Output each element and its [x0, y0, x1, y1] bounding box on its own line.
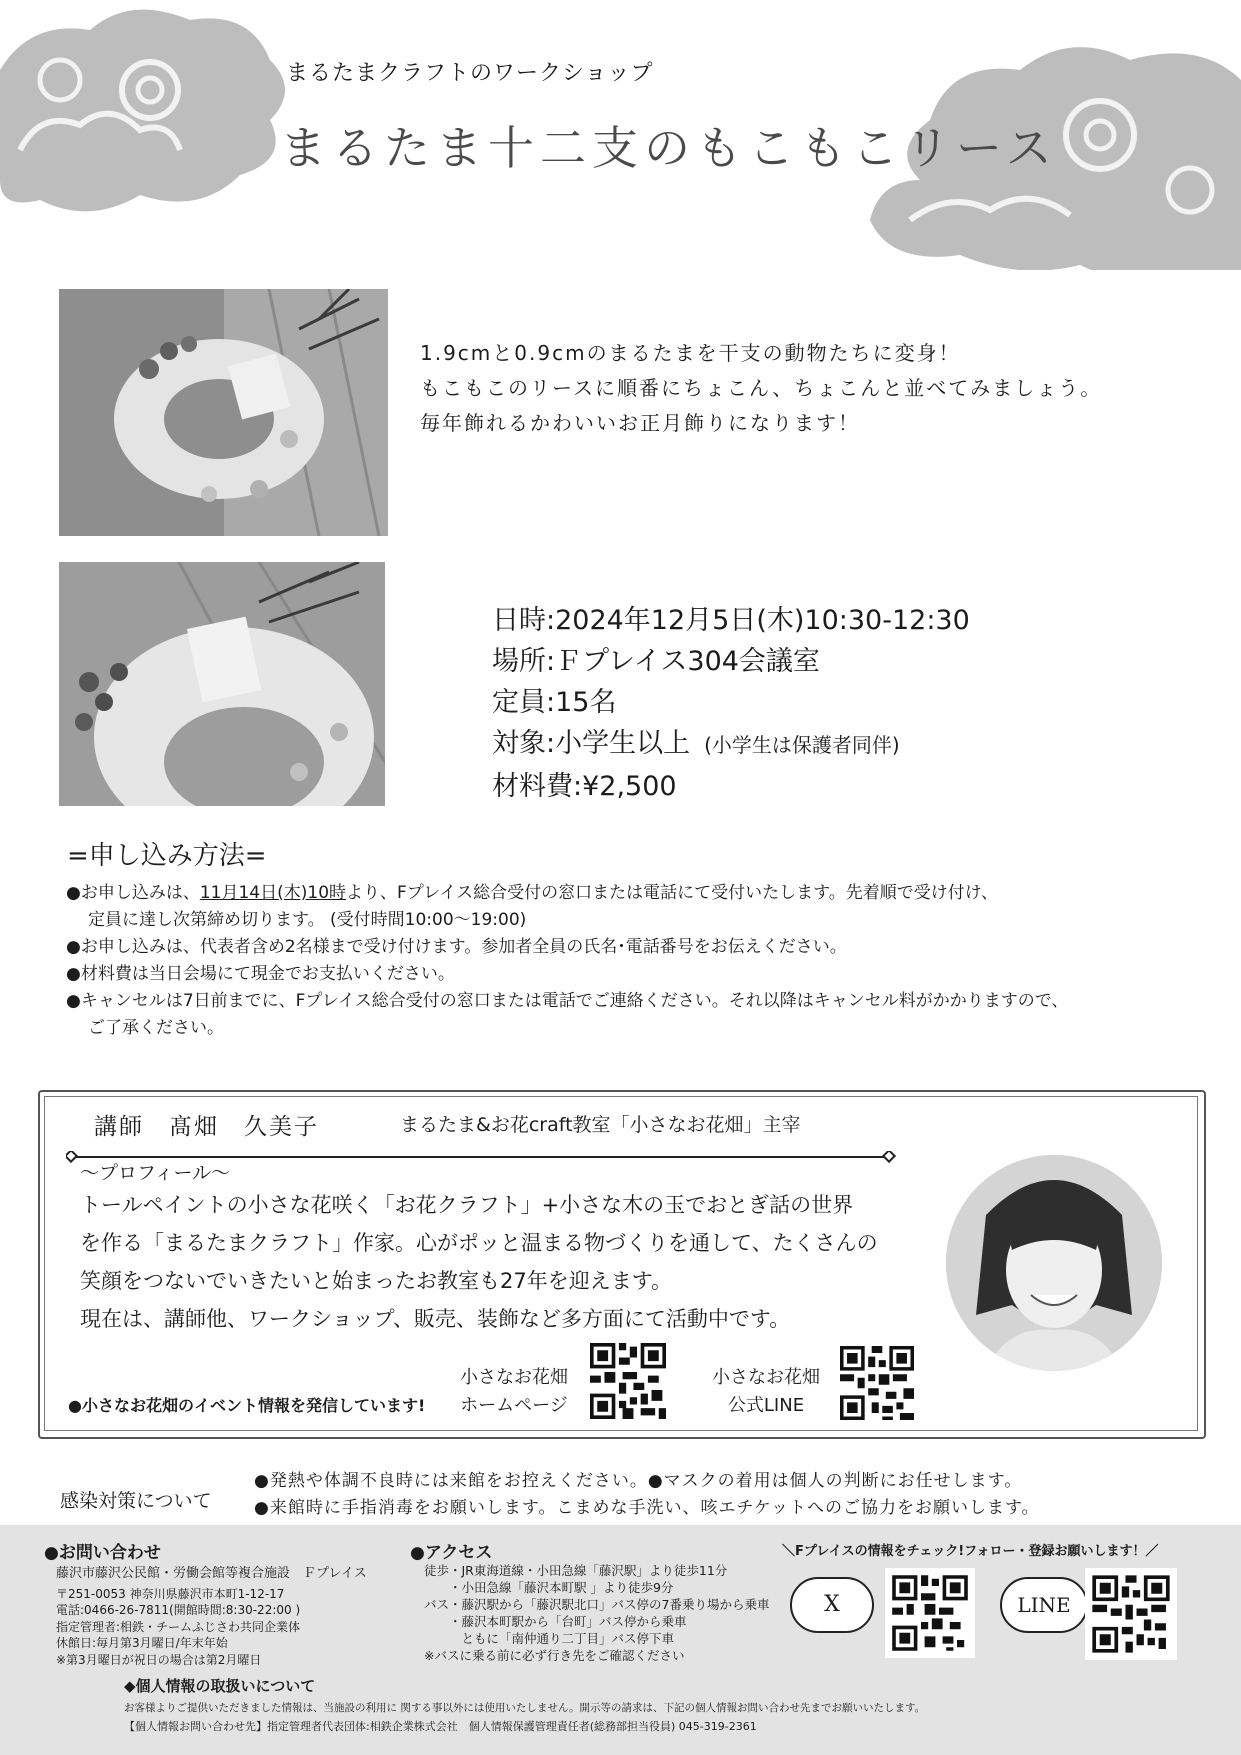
sns-heading: ＼Fプレイスの情報をチェック!フォロー・登録お願いします！／ — [782, 1544, 1159, 1559]
line-account-qr-code[interactable] — [1085, 1568, 1177, 1660]
qr-label-line: ホームページ — [460, 1395, 568, 1416]
access-line: ともに「南仲通り二丁目」バス停下車 — [424, 1631, 675, 1646]
page-title: まるたま十二支のもこもこリース — [280, 121, 1058, 175]
line-bubble — [1000, 1577, 1088, 1633]
homepage-qr-label — [460, 1364, 568, 1420]
apply-instructions — [66, 880, 1216, 1042]
apply-text: より、Fプレイス総合受付の窓口または電話にて受付いたします。先着順で受け付け、 — [346, 883, 999, 903]
event-details — [492, 600, 970, 807]
lecturer-organization: まるたま&お花craft教室「小さなお花畑」主宰 — [400, 1114, 801, 1136]
profile-text — [80, 1186, 900, 1338]
event-target-label: 対象:小学生以上 — [492, 728, 691, 759]
profile-heading: 〜プロフィール〜 — [80, 1162, 231, 1184]
event-target — [492, 723, 970, 766]
qr-label-line: 小さなお花畑 — [712, 1367, 820, 1388]
apply-item: ●キャンセルは7日前までに、Fプレイス総合受付の窓口または電話でご連絡ください。それ以降はキャンセル料がかかりますので、 — [66, 991, 1069, 1011]
apply-heading: =申し込み方法= — [67, 841, 267, 871]
contact-info — [56, 1566, 367, 1668]
access-line: 徒歩・JR東海道線・小田急線「藤沢駅」より徒歩11分 — [424, 1563, 728, 1578]
wreath-photo-1 — [59, 289, 388, 536]
profile-line: を作る「まるたまクラフト」作家。心がポッと温まる物づくりを通して、たくさんの — [80, 1231, 878, 1255]
access-line: バス・藤沢駅から「藤沢駅北口」バス停の7番乗り場から乗車 — [424, 1597, 770, 1612]
contact-heading: ●お問い合わせ — [44, 1543, 161, 1563]
intro-line: 1.9cmと0.9cmのまるたまを干支の動物たちに変身！ — [420, 341, 961, 365]
apply-item-continued: ご了承ください。 — [88, 1018, 224, 1038]
lecturer-portrait — [946, 1155, 1162, 1371]
profile-line: トールペイントの小さな花咲く「お花クラフト」+小さな木の玉でおとぎ話の世界 — [80, 1193, 854, 1217]
access-heading: ●アクセス — [410, 1543, 493, 1563]
workshop-description — [420, 336, 1102, 441]
event-capacity: 定員:15名 — [492, 687, 617, 718]
privacy-statement: お客様よりご提供いただきました情報は、当施設の利用に 関する事以外には使用いたしません。開示等の請求は、下記の個人情報お問い合わせ先までお願いいたします。 — [124, 1702, 926, 1714]
access-line: ※バスに乗る前に必ず行き先をご確認ください — [424, 1648, 685, 1663]
lecturer-name: 講師 髙畑 久美子 — [94, 1114, 319, 1140]
infection-note: ●来館時に手指消毒をお願いします。こまめな手洗い、咳エチケットへのご協力をお願いします。 — [254, 1498, 1040, 1518]
contact-manager: 指定管理者:相鉄・チームふじさわ共同企業体 — [56, 1619, 301, 1634]
qr-label-line: 小さなお花畑 — [460, 1367, 568, 1388]
access-line: ・小田急線「藤沢本町駅 」より徒歩9分 — [424, 1580, 674, 1595]
access-line: ・藤沢本町駅から「台町」バス停から乗車 — [424, 1614, 687, 1629]
wreath-photo-2 — [59, 562, 385, 806]
x-label: X — [824, 1592, 840, 1617]
intro-line: もこもこのリースに順番にちょこん、ちょこんと並べてみましょう。 — [420, 376, 1103, 400]
event-target-note: (小学生は保護者同伴) — [704, 733, 900, 757]
apply-text: ●お申し込みは、 — [66, 883, 200, 903]
contact-closed-note: ※第3月曜日が祝日の場合は第2月曜日 — [56, 1652, 262, 1667]
contact-address: 〒251-0053 神奈川県藤沢市本町1-12-17 — [56, 1586, 285, 1601]
profile-line: 現在は、講師他、ワークショップ、販売、装飾など多方面にて活動中です。 — [80, 1307, 791, 1331]
privacy-contact: 【個人情報お問い合わせ先】指定管理者代表団体:相鉄企業株式会社 個人情報保護管理責任者(総務部担当役員) 045-319-2361 — [124, 1720, 757, 1733]
apply-item-continued: 定員に達し次第締め切ります。 (受付時間10:00〜19:00) — [88, 910, 527, 930]
infection-control-label: 感染対策について — [60, 1490, 212, 1512]
apply-item: ●材料費は当日会場にて現金でお支払いください。 — [66, 964, 455, 984]
cloud-decoration-left — [0, 0, 300, 240]
workshop-subtitle: まるたまクラフトのワークショップ — [286, 61, 654, 86]
apply-item: ●お申し込みは、代表者含め2名様まで受け付けます。参加者全員の氏名･電話番号をお伝えください。 — [66, 937, 847, 957]
qr-label-line: 公式LINE — [727, 1395, 805, 1416]
infection-control-notes — [254, 1468, 1040, 1522]
contact-closed-days: 休館日:毎月第3月曜日/年末年始 — [56, 1636, 228, 1650]
event-fee: 材料費:¥2,500 — [492, 771, 677, 802]
contact-phone[interactable]: 電話:0466-26-7811(開館時間:8:30-22:00 ) — [56, 1603, 301, 1617]
event-datetime: 日時:2024年12月5日(木)10:30-12:30 — [492, 605, 970, 636]
homepage-qr-code[interactable] — [590, 1343, 666, 1419]
x-qr-code[interactable] — [885, 1568, 975, 1658]
line-qr-label — [712, 1364, 820, 1420]
apply-item — [66, 880, 1216, 907]
x-bubble — [790, 1577, 874, 1633]
apply-start-date: 11月14日(木)10時 — [199, 883, 347, 903]
line-qr-code[interactable] — [840, 1346, 914, 1420]
line-label: LINE — [1017, 1593, 1071, 1617]
event-place: 場所:Ｆプレイス304会議室 — [492, 646, 820, 677]
facility-name: 藤沢市藤沢公民館・労働会館等複合施設 Ｆプレイス — [56, 1566, 367, 1581]
infection-note: ●発熱や体調不良時には来館をお控えください。●マスクの着用は個人の判断にお任せします。 — [254, 1471, 1023, 1491]
event-info-note: ●小さなお花畑のイベント情報を発信しています! — [68, 1396, 426, 1415]
intro-line: 毎年飾れるかわいいお正月飾りになります！ — [420, 411, 860, 435]
profile-line: 笑顔をつないでいきたいと始まったお教室も27年を迎えます。 — [80, 1269, 673, 1293]
access-info — [424, 1562, 769, 1664]
privacy-heading: ◆個人情報の取扱いについて — [124, 1677, 316, 1695]
